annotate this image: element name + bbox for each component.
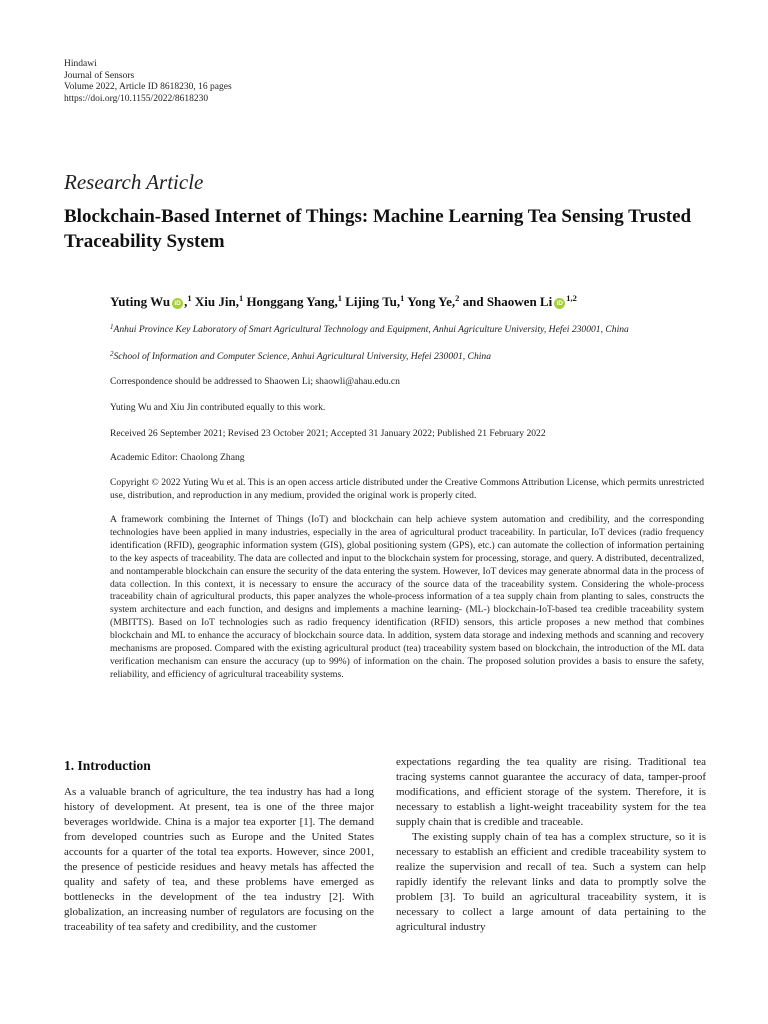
left-column: [64, 785, 374, 935]
author-affiliation-mark: 1: [400, 293, 405, 303]
journal-name: Journal of Sensors: [64, 70, 135, 81]
academic-editor: Academic Editor: Chaolong Zhang: [110, 452, 245, 463]
affiliation-1: [110, 321, 710, 336]
author-name: Lijing Tu: [345, 294, 397, 309]
publication-dates: Received 26 September 2021; Revised 23 October 2021; Accepted 31 January 2022; Published 21 February 2022: [110, 428, 546, 439]
correspondence-note: Correspondence should be addressed to Shaowen Li; shaowli@ahau.edu.cn: [110, 376, 400, 387]
journal-header: [64, 59, 232, 105]
abstract: A framework combining the Internet of Things (IoT) and blockchain can help achieve system automation and credibility, and the corresponding technologies have been applied in many industries, especially in the area of agricultural product traceability. In particular, IoT devices (radio frequency identification (RFID), geographic information system (GIS), global positioning system (GPS), etc.) can automate the collection of information pertaining to the key aspects of traceability. The data are collected and input to the blockchain system for processing, storage, and query. A distributed, decentralized, and nontamperable blockchain can ensure the security of the data entering the system. However, IoT devices may generate abnormal data in the process of data collection. In this context, it is necessary to ensure the accuracy of the source data of the traceability system. Considering the whole-process traceability chain of agricultural products, this paper analyzes the whole-process information of a tea supply chain from planting to sales, constructs the system architecture and each function, and designs and implements a machine learning- (ML-) blockchain-IoT-based tea credible traceability system (MBITTS). Based on IoT technologies such as radio frequency identification (RFID) sensors, this article proposes a new method that combines blockchain and ML to enhance the accuracy of blockchain source data. In addition, system data storage and indexing methods and scanning and recovery mechanisms are proposed. Compared with the existing agricultural product (tea) traceability system based on blockchain, the introduction of the ML data verification mechanism can ensure the accuracy (up to 99%) of information on the chain. The proposed solution provides a basis to ensure the safety, reliability, and efficiency of agricultural traceability systems.: [110, 514, 704, 680]
author-affiliation-mark: 1: [337, 293, 342, 303]
right-column: [396, 755, 706, 935]
article-type: Research Article: [64, 170, 204, 194]
author-name: Yuting Wu: [110, 294, 171, 309]
author-name: Shaowen Li: [486, 294, 553, 309]
author-affiliation-mark: 1: [187, 293, 192, 303]
article-title: Blockchain-Based Internet of Things: Machine Learning Tea Sensing Trusted Traceability System: [64, 206, 692, 252]
affiliation-mark: 1: [110, 323, 114, 331]
author-name: Yong Ye: [407, 294, 452, 309]
publisher-name: Hindawi: [64, 59, 97, 69]
author-affiliation-mark: 2: [455, 293, 460, 303]
author-affiliation-mark: 1,2: [566, 293, 577, 303]
volume-info: Volume 2022, Article ID 8618230, 16 pages: [64, 82, 232, 92]
equal-contribution-note: Yuting Wu and Xiu Jin contributed equally to this work.: [110, 402, 326, 413]
author-affiliation-mark: 1: [238, 293, 244, 303]
body-paragraph: expectations regarding the tea quality are rising. Traditional tea tracing systems cannot guarantee the accuracy of data, tamper-proof modifications, and efficient storage of the system. Therefore, it is necessary to establish a light-weight traceability system for the tea supply chain that is credible and traceable.: [396, 756, 706, 828]
section-heading: 1. Introduction: [64, 758, 151, 773]
orcid-icon[interactable]: iD: [172, 298, 183, 309]
author-name: Honggang Yang: [246, 294, 335, 309]
affiliation-2: [110, 348, 710, 363]
affiliation-text: School of Information and Computer Science, Anhui Agricultural University, Hefei 230001, China: [113, 351, 491, 362]
affiliation-mark: 2: [110, 350, 114, 358]
copyright-notice: Copyright © 2022 Yuting Wu et al. This is an open access article distributed under the Creative Commons Attribution License, which permits unrestricted use, distribution, and reproduction in any medium, provided the original work is properly cited.: [110, 477, 704, 501]
author-name: Xiu Jin: [194, 294, 236, 309]
doi-link[interactable]: https://doi.org/10.1155/2022/8618230: [64, 93, 209, 104]
body-paragraph: The existing supply chain of tea has a complex structure, so it is necessary to establish an efficient and credible traceability system to realize the supervision and recall of tea. Such a system can help rapidly identify the relevant links and data to promptly solve the problem [3]. To build an agricultural traceability system, it is necessary to collect a large amount of data pertaining to the agricultural industry: [396, 831, 706, 933]
author-list: Yuting Wu iD ,$^1$ Xiu Jin,$^1$ Honggang Yang,$^1$ Lijing Tu,$^1$ Yong Ye,$^2$ and Shaowen Li iD$^{1,2}$: [110, 293, 577, 309]
affiliation-text: Anhui Province Key Laboratory of Smart Agricultural Technology and Equipment, Anhui Agriculture University, Hefei 230001, China: [113, 324, 629, 335]
body-paragraph: As a valuable branch of agriculture, the tea industry has had a long history of development. At present, tea is one of the three major beverages worldwide. China is a major tea exporter [1]. The demand from developed countries such as Europe and the United States accounts for a quarter of the total tea exports. However, since 2001, the presence of pesticide residues and heavy metals has affected the quality and safety of tea, and these problems have emerged as bottlenecks in the development of the tea industry [2]. With globalization, an increasing number of regulators are focusing on the traceability of tea safety and credibility, and the customer: [64, 786, 374, 933]
orcid-icon[interactable]: iD: [554, 298, 565, 309]
